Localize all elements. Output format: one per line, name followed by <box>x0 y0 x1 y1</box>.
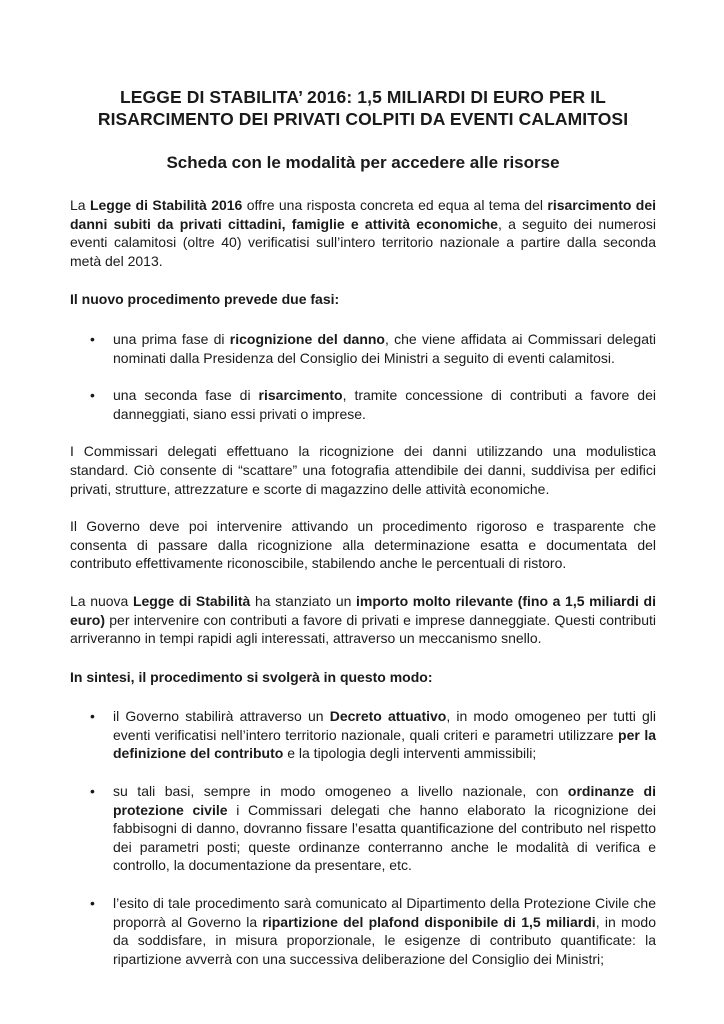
list-item: • una prima fase di ricognizione del danno, che viene affidata ai Commissari delegati nominati dalla Presidenza del Consiglio dei Ministri a seguito di eventi calamitosi. <box>70 330 656 367</box>
list-item: • il Governo stabilirà attraverso un Decreto attuativo, in modo omogeneo per tutti gli eventi verificatisi nell’intero territorio nazionale, quali criteri e parametri utilizzare per la definizione del contributo e la tipologia degli interventi ammissibili; <box>70 707 656 763</box>
list-item: • su tali basi, sempre in modo omogeneo a livello nazionale, con ordinanze di protezione civile i Commissari delegati che hanno elaborato la ricognizione dei fabbisogni di danno, dovranno fissare l’esatta quantificazione del contributo nel rispetto dei parametri posti; queste ordinanze conterranno anche le modalità di verifica e controllo, la documentazione da presentare, etc. <box>70 782 656 875</box>
document-subtitle: Scheda con le modalità per accedere alle risorse <box>166 153 560 172</box>
document-title <box>70 86 656 130</box>
sintesi-heading: In sintesi, il procedimento si svolgerà in questo modo: <box>70 668 433 685</box>
governo-paragraph: Il Governo deve poi intervenire attivando un procedimento rigoroso e trasparente che consenta di passare dalla ricognizione alla determinazione esatta e documentata del contributo effettivamente riconoscibile, stabilendo anche le percentuali di ristoro. <box>70 518 656 572</box>
list-item: • l’esito di tale procedimento sarà comunicato al Dipartimento della Protezione Civile che proporrà al Governo la ripartizione del plafond disponibile di 1,5 miliardi, in modo da soddisfare, in misura proporzionale, le esigenze di contributo quantificate: la ripartizione avverrà con una successiva deliberazione del Consiglio dei Ministri; <box>70 894 656 968</box>
commissari-paragraph: I Commissari delegati effettuano la ricognizione dei danni utilizzando una modulistica standard. Ciò consente di “scattare” una fotografia attendibile dei danni, suddivisa per edifici privati, strutture, attrezzature e scorte di magazzino delle attività economiche. <box>70 443 656 497</box>
fasi-list <box>70 330 656 423</box>
fasi-heading: Il nuovo procedimento prevede due fasi: <box>70 291 340 308</box>
sintesi-list <box>70 707 656 968</box>
stabilita-paragraph: La nuova Legge di Stabilità ha stanziato un importo molto rilevante (fino a 1,5 miliardi di euro) per intervenire con contributi a favore di privati e imprese danneggiate. Questi contributi arriveranno in tempi rapidi agli interessati, attraverso un meccanismo snello. <box>70 592 656 647</box>
title-line-1: LEGGE DI STABILITA’ 2016: 1,5 MILIARDI DI EURO PER IL <box>120 87 606 107</box>
intro-paragraph: La Legge di Stabilità 2016 offre una risposta concreta ed equa al tema del risarcimento dei danni subiti da privati cittadini, famiglie e attività economiche, a seguito dei numerosi eventi calamitosi (oltre 40) verificatisi sull’intero territorio nazionale a partire dalla seconda metà del 2013. <box>70 197 657 269</box>
list-item: • una seconda fase di risarcimento, tramite concessione di contributi a favore dei danneggiati, siano essi privati o imprese. <box>70 386 656 423</box>
title-line-2: RISARCIMENTO DEI PRIVATI COLPITI DA EVENTI CALAMITOSI <box>97 109 629 129</box>
